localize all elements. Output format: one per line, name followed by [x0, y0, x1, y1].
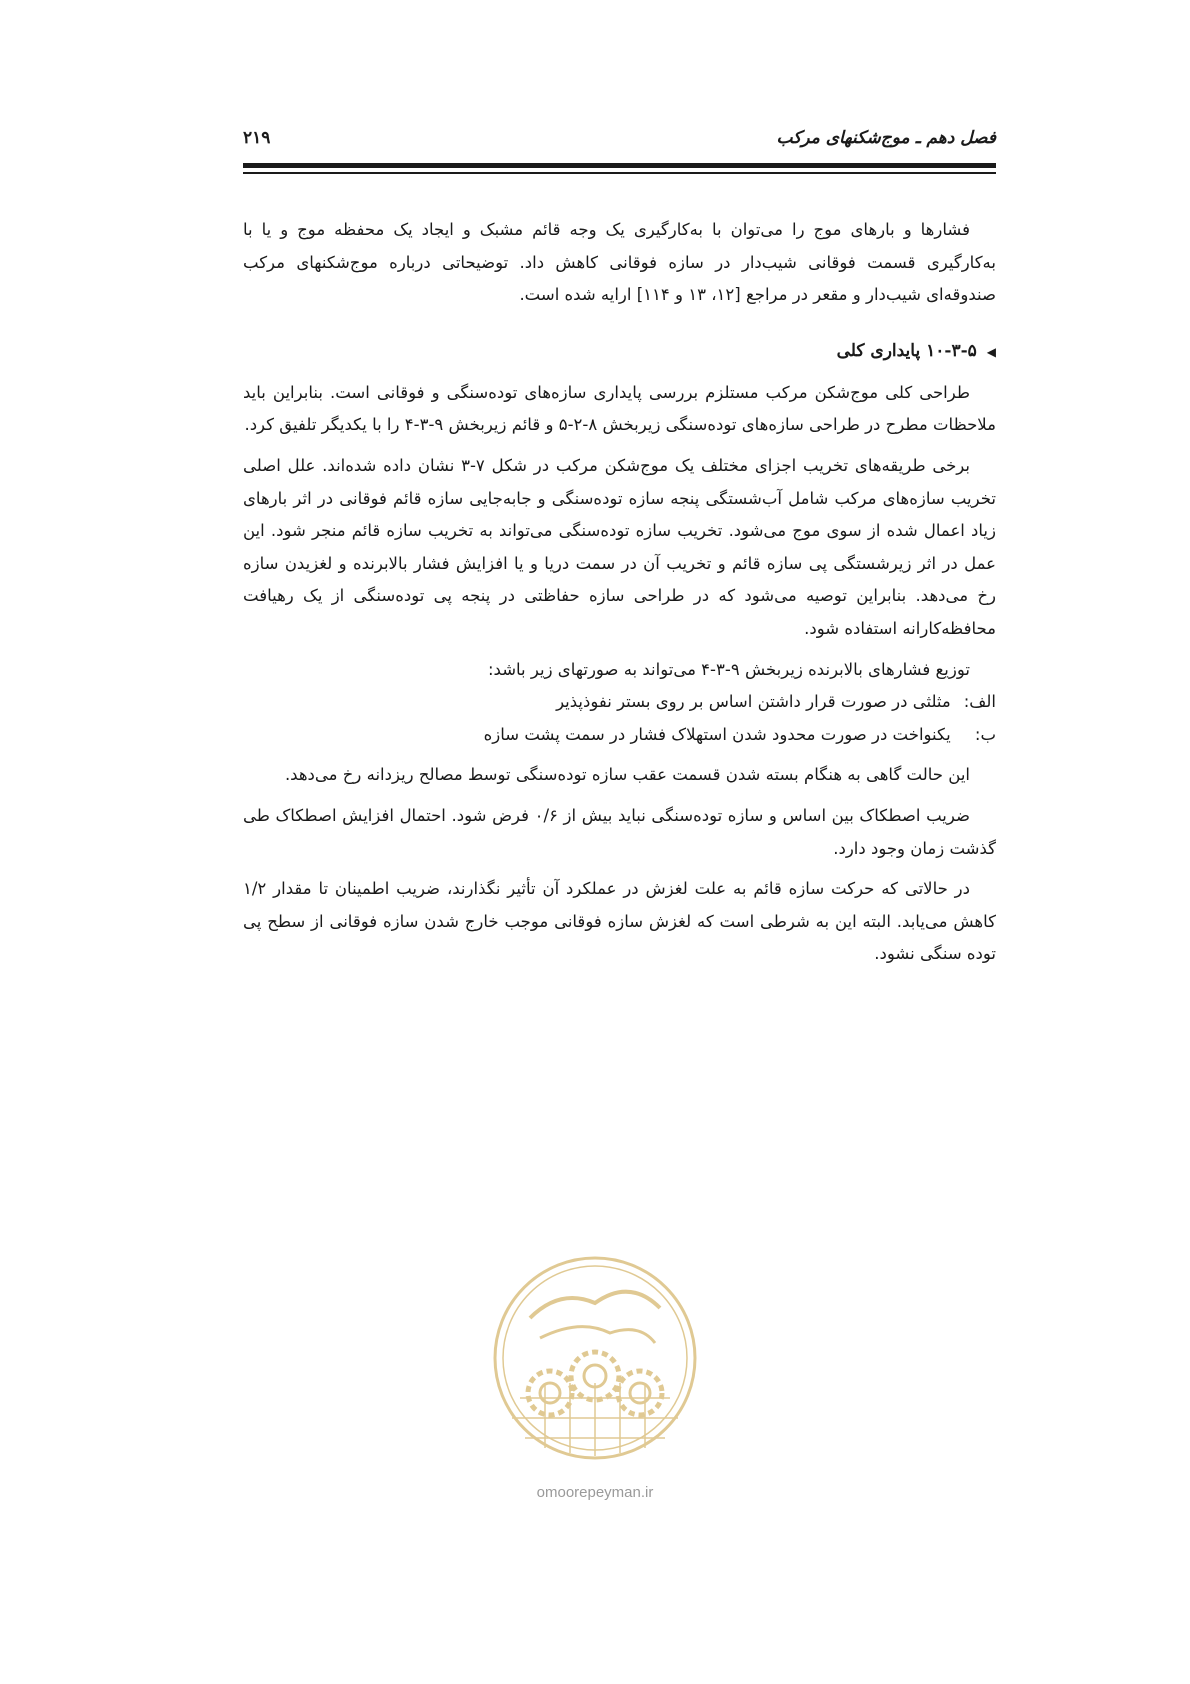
watermark-url: omoorepeyman.ir [536, 1484, 654, 1501]
triangle-bullet-icon: ◀ [986, 344, 996, 359]
paragraph-2: طراحی کلی موج‌شکن مرکب مستلزم بررسی پایداری سازه‌های توده‌سنگی و فوقانی است. بنابراین باید ملاحظات مطرح در طراحی سازه‌های توده‌سنگی زیربخش ۸-۲-۵ و قائم زیربخش ۹-۳-۴ را با یکدیگر تلفیق کرد. [243, 382, 996, 435]
running-title: فصل دهم ـ موج‌شکنهای مرکب [776, 128, 996, 148]
page-number: ۲۱۹ [243, 128, 271, 148]
paragraph-7: در حالاتی که حرکت سازه قائم به علت لغزش در عملکرد آن تأثیر نگذارند، ضریب اطمینان تا مقدار ۱/۲ کاهش می‌یابد. البته این به شرطی است که لغزش سازه فوقانی موجب خارج شدن سازه فوقانی از سطح پی توده سنگی نشود. [243, 879, 996, 964]
paragraph-1: فشارها و بارهای موج را می‌توان با به‌کارگیری یک وجه قائم مشبک و ایجاد یک محفظه موج و یا با به‌کارگیری قسمت فوقانی شیب‌دار در سازه فوقانی کاهش داد. توضیحاتی درباره موج‌شکنهای مرکب صندوقه‌ای شیب‌دار و مقعر در مراجع [۱۲، ۱۳ و ۱۱۴] ارایه شده است. [243, 220, 996, 305]
list-item-a-text: مثلثی در صورت قرار داشتن اساس بر روی بستر نفوذپذیر [556, 692, 951, 712]
list-item-a-label: الف: [963, 692, 996, 712]
page-header [243, 128, 996, 156]
paragraph-5: این حالت گاهی به هنگام بسته شدن قسمت عقب سازه توده‌سنگی توسط مصالح ریزدانه رخ می‌دهد. [284, 765, 970, 785]
paragraph-6: ضریب اصطکاک بین اساس و سازه توده‌سنگی نباید بیش از ۰/۶ فرض شود. احتمال افزایش اصطکاک طی گذشت زمان وجود دارد. [243, 805, 996, 858]
paragraph-3: برخی طریقه‌های تخریب اجزای مختلف یک موج‌شکن مرکب در شکل ۷-۳ نشان داده شده‌اند. علل اصلی تخریب سازه‌های مرکب شامل آب‌شستگی پنجه سازه توده‌سنگی و جابه‌جایی سازه قائم فوقانی در اثر بارهای زیاد اعمال شده از سوی موج می‌شود. تخریب سازه توده‌سنگی می‌تواند به تخریب سازه قائم منجر شود. این عمل در اثر زیرشستگی پی سازه قائم و تخریب آن در سمت دریا و یا افزایش فشار بالابرنده و لغزیدن سازه رخ می‌دهد. بنابراین توصیه می‌شود که در طراحی سازه حفاظتی در پنجه پی توده‌سنگی از یک رهیافت محافظه‌کارانه استفاده شود. [243, 455, 996, 638]
paragraph-4: توزیع فشارهای بالابرنده زیربخش ۹-۳-۴ می‌تواند به صورتهای زیر باشد: [487, 659, 970, 679]
list-item-b [243, 719, 996, 752]
body-text [243, 214, 996, 971]
list-item-b-label: ب: [974, 724, 996, 744]
header-rule-thin [243, 172, 996, 174]
list-item-a [243, 686, 996, 719]
list-item-b-text: یکنواخت در صورت محدود شدن استهلاک فشار در سمت پشت سازه [483, 724, 951, 744]
section-heading-text: ۱۰-۳-۵ پایداری کلی [836, 340, 977, 361]
section-heading [243, 336, 996, 367]
header-rule-thick [243, 163, 996, 168]
watermark-logo [490, 1248, 700, 1518]
watermark-seal-icon [490, 1248, 700, 1478]
